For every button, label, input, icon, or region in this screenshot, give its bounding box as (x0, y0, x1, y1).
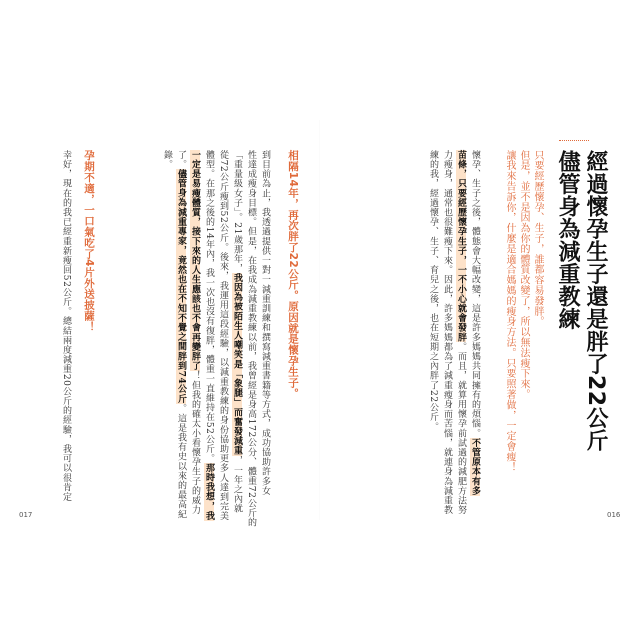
highlighted-phrase: 不管原本有多 (470, 438, 480, 496)
highlighted-phrase: 苗條，只要經歷懷孕生子，一不小心就會發胖 (456, 150, 466, 342)
body-text-segment: 體型。在那之後的14年內，我一次也沒有復胖，體重一直維持在52公斤。 (204, 150, 214, 464)
body-line (441, 150, 453, 515)
page-number-left: 017 (19, 511, 33, 519)
lead-line-2: 但是，並不是因為你的體質改變了，所以無法瘦下來。 (518, 150, 529, 400)
highlighted-phrase: 我因為被陌生人嘲笑是「象腿」而奮發減重 (232, 273, 242, 456)
chapter-title-line1: 儘管身為減重教練 (555, 150, 580, 330)
highlighted-phrase: 那時我想，我 (204, 463, 214, 521)
highlighted-phrase: 儘管身為減重專家，竟然也在不知不覺之間胖到74公斤 (176, 169, 186, 404)
body-line (427, 150, 439, 445)
body-text-segment: 「重量級女子」。21歲那年， (232, 150, 242, 274)
body-text-segment: 從72公斤瘦到52公斤。後來，我運用這段經驗，以減重教練的身份協助更多人達到完美 (218, 150, 228, 521)
body-text-segment: 。這是我有史以來的最高紀 (176, 403, 186, 519)
body-line (231, 150, 243, 514)
body-line (203, 150, 215, 521)
body-text-segment: 懷孕、生子之後，體態會大幅改變，這是許多媽媽共同擁有的煩惱。 (470, 150, 480, 438)
body-text-segment: 到目前為止，我透過提供一對一減重訓練和撰寫減重書籍等方式，成功協助許多女 (260, 150, 270, 496)
section-heading-2: 孕期不適，一口氣吃了4片外送披薩！ (83, 150, 95, 333)
lead-line-1: 只要經歷懷孕、生子，誰都容易發胖。 (532, 150, 543, 327)
body-line (259, 150, 271, 496)
page-number-right: 016 (607, 511, 621, 519)
orange-dotted-rule (559, 140, 589, 141)
body-text-segment: 。而且，就算用懷孕前試過的減肥方法努 (456, 342, 466, 515)
body-line (217, 150, 229, 521)
body-text-segment: 錄。 (162, 150, 172, 170)
body-line (175, 150, 187, 519)
body-text-segment: ，一年之內就 (232, 455, 242, 514)
body-text-segment: 性達成瘦身目標。但是，在我成為減重教練以前，我曾經是身高172公分、體重72公斤的 (246, 150, 256, 528)
lead-line-3: 讓我來告訴你，什麼是適合媽媽的瘦身方法。只要照著做，一定會瘦！ (504, 150, 515, 473)
body-line (189, 150, 201, 515)
chapter-title-line2: 經過懷孕生子還是胖了22公斤 (583, 150, 608, 452)
body-text-segment: 練的我，經過懷孕、生子、育兒之後，也在短期之內胖了22公斤。 (428, 150, 438, 432)
body-text-segment: 幸好，現在的我已經重新瘦回52公斤。總結兩度減重20公斤的經驗，我可以很肯定 (61, 150, 71, 502)
body-line (455, 150, 467, 515)
body-line (161, 150, 173, 445)
highlighted-phrase: 一定是易瘦體質，接下來的人生應該也不會再變胖了 (190, 150, 200, 371)
page-gutter (319, 120, 320, 520)
body-line (245, 150, 257, 528)
section-heading-1: 相隔14年，再次胖了22公斤。原因就是懷孕生子。 (287, 150, 299, 399)
body-line (60, 150, 72, 502)
body-text-segment: 力瘦身，通常也很難瘦下來。因此，許多媽媽都為了減重瘦身而苦惱，就連身為減重教 (442, 150, 452, 515)
body-text-segment: 了。 (176, 150, 186, 170)
body-text-segment: ！但我的確太小看懷孕生子的威力 (190, 370, 200, 515)
body-line (469, 150, 481, 496)
